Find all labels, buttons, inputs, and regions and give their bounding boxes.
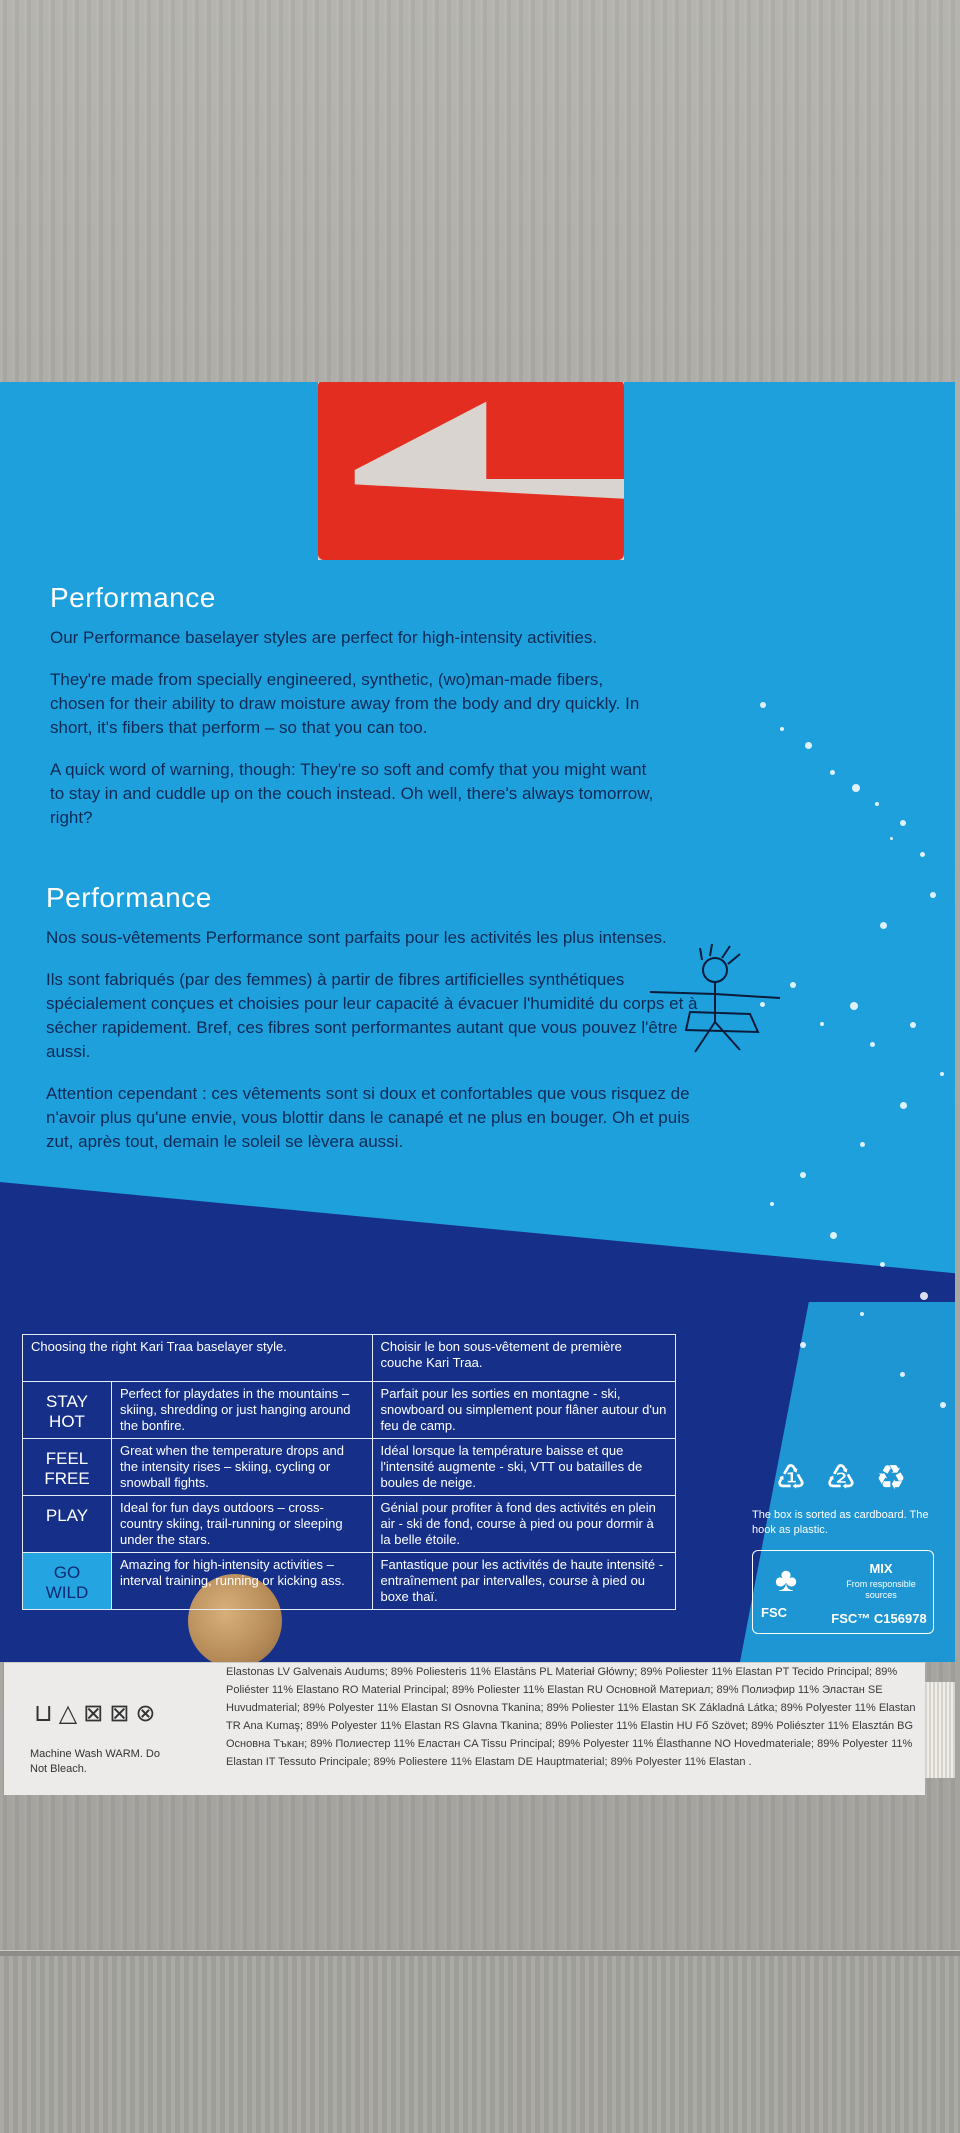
french-paragraph-2: Ils sont fabriqués (par des femmes) à partir de fibres artificielles synthétiques spécialement conçues et choisies pour leur capacité à évacuer l'humidité du corps et à sécher rapidement. Bref, ces fibres sont performantes autant que vous pouvez l'être aussi.: [46, 970, 698, 1061]
no-iron-icon: ⊠: [109, 1700, 136, 1727]
no-tumble-dry-icon: ⊠: [83, 1700, 110, 1727]
row-label: FEEL FREE: [23, 1439, 112, 1496]
row-english: Perfect for playdates in the mountains – skiing, shredding or just hanging around the bonfire.: [112, 1382, 373, 1439]
composition-label-strip: [4, 1662, 925, 1795]
no-dryclean-icon: ⊗: [135, 1700, 162, 1727]
recycling-note: The box is sorted as cardboard. The hook as plastic.: [752, 1509, 929, 1536]
row-label: PLAY: [23, 1496, 112, 1553]
english-paragraph-2: They're made from specially engineered, synthetic, (wo)man-made fibers, chosen for their ability to draw moisture away from the body and dry quickly. In short, it's fibers that perform – so that you can too.: [50, 670, 640, 737]
baselayer-style-table: [22, 1334, 676, 1610]
french-paragraph-3: Attention cependant : ces vêtements sont si doux et confortables que vous risquez de n'avoir plus qu'une envie, vous blottir dans le canapé et ne plus en bouger. Oh et puis zut, après tout, demain le soleil se lèvera aussi.: [46, 1084, 690, 1151]
table-header-en: Choosing the right Kari Traa baselayer style.: [23, 1335, 373, 1382]
table-row: [23, 1439, 676, 1496]
french-paragraph-1: Nos sous-vêtements Performance sont parfaits pour les activités les plus intenses.: [46, 928, 667, 947]
box-edge: [925, 1682, 955, 1778]
recycle-triangle-icon: ♴: [825, 1459, 857, 1497]
row-label: GO WILD: [23, 1553, 112, 1610]
row-french: Parfait pour les sorties en montagne - ski, snowboard ou simplement pour flâner autour d'un feu de camp.: [372, 1382, 675, 1439]
table-header-fr: Choisir le bon sous-vêtement de première couche Kari Traa.: [372, 1335, 675, 1382]
table-row: [23, 1496, 676, 1553]
floor-boards: [0, 1956, 960, 2133]
fsc-subtext: From responsible sources: [846, 1579, 916, 1600]
english-paragraph-3: A quick word of warning, though: They're so soft and comfy that you might want to stay in and cuddle up on the couch instead. Oh well, there's always tomorrow, right?: [50, 760, 654, 827]
row-english: Amazing for high-intensity activities – interval training, running or kicking ass.: [112, 1553, 373, 1610]
fsc-mix: MIX: [869, 1561, 893, 1576]
french-section: [46, 882, 706, 1172]
care-instructions: Machine Wash WARM. Do Not Bleach.: [30, 1748, 160, 1775]
table-row: [23, 1382, 676, 1439]
recycling-icons: [770, 1460, 940, 1500]
english-section: [50, 582, 660, 848]
fsc-label: FSC: [761, 1605, 787, 1620]
wash-40-icon: ⊔: [34, 1700, 59, 1727]
no-bleach-icon: △: [58, 1700, 84, 1727]
heading-english: Performance: [50, 582, 216, 613]
heading-french: Performance: [46, 882, 212, 913]
table-row: [23, 1553, 676, 1610]
composition-text: Elastonas LV Galvenais Audums; 89% Poliesteris 11% Elastāns PL Materiał Główny; 89% Poliester 11% Elastan PT Tecido Principal; 89% Poliéster 11% Elastano RO Material Principal; 89% Poliester 11% Elastan RU Основной Материал; 89% Полиэфир 11% Эластан SE Huvudmaterial; 89% Polyester 11% Elastan SI Osnovna Tkanina; 89% Poliester 11% Elastan SK Základná Látka; 89% Polyester 11% Elastan TR Ana Kumaş; 89% Polyester 11% Elastan RS Glavna Tkanina; 89% Poliester 11% Elastin HU Fő Szövet; 89% Poliészter 11% Elasztán BG Основна Тъкан; 89% Полиестер 11% Еластан CA Tissu Principal; 89% Polyester 11% Élasthanne NO Hovedmateriale; 89% Polyester 11% Elastan IT Tessuto Principale; 89% Poliestere 11% Elastam DE Hauptmaterial; 89% Polyester 11% Elastan .: [226, 1666, 916, 1768]
fsc-tree-icon: ♣: [774, 1561, 798, 1599]
care-icons: [34, 1699, 162, 1728]
row-french: Idéal lorsque la température baisse et que l'intensité augmente - ski, VTT ou batailles de boules de neige.: [372, 1439, 675, 1496]
row-label: STAY HOT: [23, 1382, 112, 1439]
recycle-arrows-icon: ♻: [875, 1459, 907, 1497]
row-french: Génial pour profiter à fond des activités en plein air - ski de fond, course à pied ou pour dormir à la belle étoile.: [372, 1496, 675, 1553]
row-english: Ideal for fun days outdoors – cross-country skiing, trail-running or sleeping under the stars.: [112, 1496, 373, 1553]
fsc-code: FSC™ C156978: [831, 1611, 927, 1626]
table-header-row: [23, 1335, 676, 1382]
row-english: Great when the temperature drops and the intensity rises – skiing, cycling or snowball fights.: [112, 1439, 373, 1496]
english-paragraph-1: Our Performance baselayer styles are perfect for high-intensity activities.: [50, 628, 598, 647]
recycle-triangle-icon: ♳: [775, 1459, 807, 1497]
row-french: Fantastique pour les activités de haute intensité - entraînement par intervalles, course à pied ou boxe thaï.: [372, 1553, 675, 1610]
fsc-logo-box: [752, 1550, 934, 1634]
